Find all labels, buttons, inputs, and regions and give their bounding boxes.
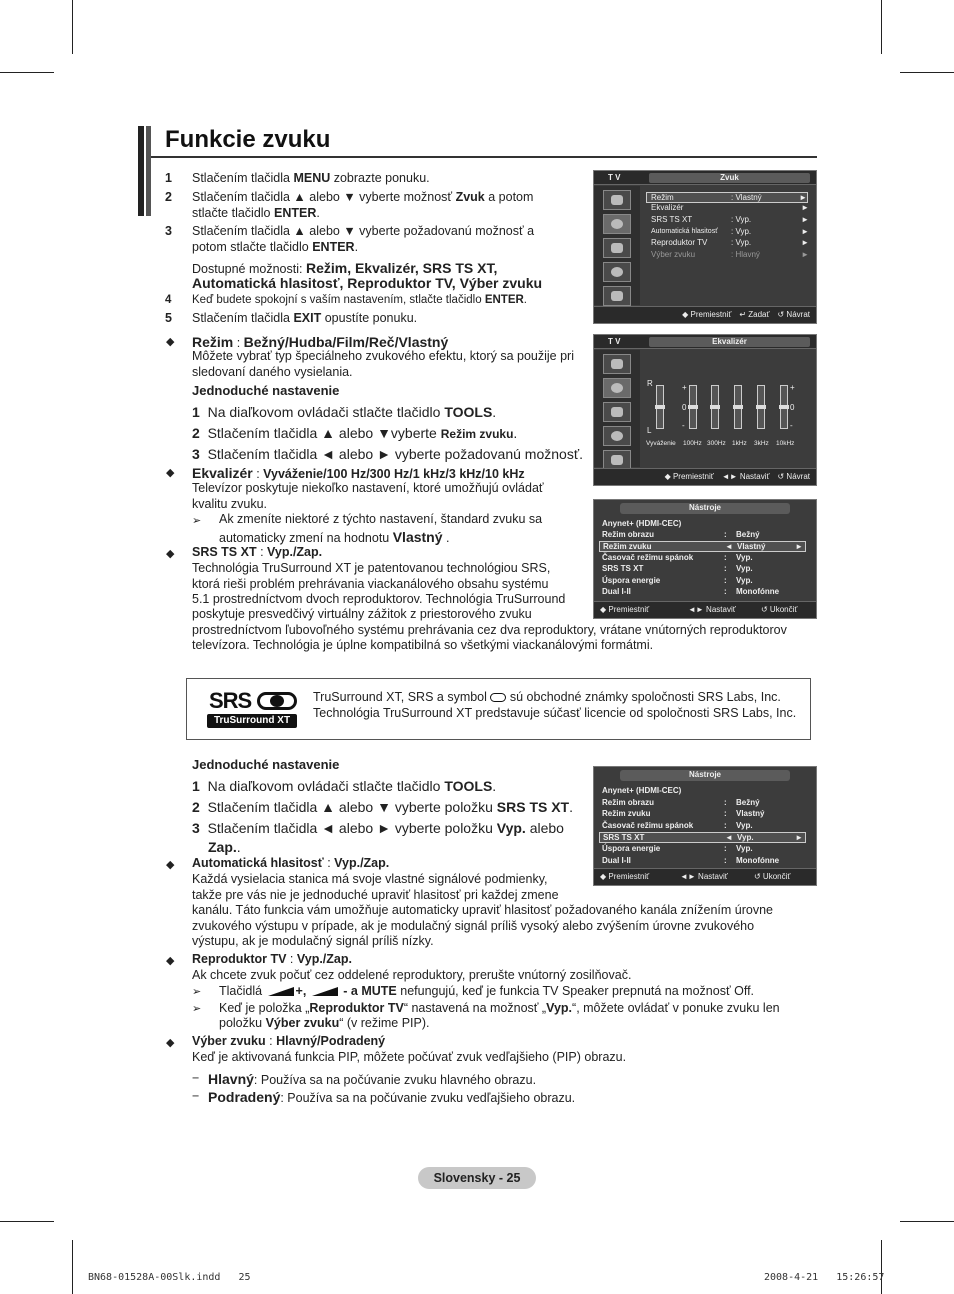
osd-footer: ◆ Premiestniť ◄► Nastaviť ↺ Návrat — [594, 468, 816, 485]
vyber-podradeny: Podradený: Používa sa na počúvanie zvuku vedľajšieho obrazu. — [208, 1089, 576, 1105]
srs-easy-heading: Jednoduché nastavenie — [192, 757, 340, 772]
osd-sound-menu: T V Zvuk Režim : Vlastný ► Ekvalizér ► SRS TS XT : Vyp. ► Automatická hlasitosť : Vyp. ► Reproduktor TV : Vyp. ► Výber zvuku : Hlavný ► ◆ Premiestniť ↵ Zadať ↺ Návrat — [593, 170, 817, 324]
osd-row-repro[interactable]: Reproduktor TV : Vyp. ► — [651, 238, 809, 247]
eq-plus-right: + — [790, 383, 795, 392]
eq-slider-1khz[interactable] — [734, 385, 742, 429]
picture-icon — [603, 190, 631, 210]
osd-row-auto[interactable]: Automatická hlasitosť : Vyp. ► — [651, 227, 809, 236]
crop-mark — [72, 1240, 73, 1294]
auto-desc-3: kanálu. Táto funkcia vám umožňuje automaticky upraviť hlasitosť požadovaného kanála znížením úrovne — [192, 903, 773, 917]
channel-icon — [603, 402, 631, 422]
osd-sidebar — [594, 350, 640, 467]
step-4: 4 Keď budete spokojní s vaším nastavením, stlačte tlačidlo ENTER. — [165, 294, 527, 306]
repro-note-1: Tlačidlá +, - a MUTE nefungujú, keď je funkcia TV Speaker prepnutá na možnosť Off. — [219, 984, 755, 998]
repro-heading: Reproduktor TV : Vyp./Zap. — [192, 952, 352, 966]
eq-slider-3khz[interactable] — [757, 385, 765, 429]
bullet-icon: ◆ — [166, 336, 175, 348]
title-bar — [138, 126, 144, 216]
rezim-easy-1: 1 Na diaľkovom ovládači stlačte tlačidlo TOOLS. — [192, 404, 497, 420]
repro-note-2: Keď je položka „Reproduktor TV“ nastavená na možnosť „Vyp.“, môžete ovládať v ponuke zvuku len — [219, 1001, 780, 1015]
note-arrow-icon: ➢ — [192, 515, 202, 527]
srs-desc-1: Technológia TruSurround XT je patentovanou technológiou SRS, — [192, 561, 551, 575]
picture-icon — [603, 354, 631, 374]
eq-minus-right: - — [790, 421, 793, 430]
crop-mark — [0, 72, 54, 73]
srs-desc-2: ktorá rieši problém prehrávania viackanálového obsahu systému — [192, 577, 549, 591]
eq-zero-left: 0 — [682, 403, 687, 412]
auto-desc-4: zvukového výstupu v prípade, ak je modulačný signál príliš vysoký alebo zvýšením úrovne zvukového — [192, 919, 755, 933]
setup-icon — [603, 426, 631, 446]
osd-footer: ◆ Premiestniť ◄► Nastaviť ↺ Ukončiť — [594, 601, 816, 618]
sound-icon — [603, 378, 631, 398]
page-number: Slovensky - 25 — [418, 1167, 536, 1189]
rezim-easy-3: 3 Stlačením tlačidla ◄ alebo ► vyberte požadovanú možnosť. — [192, 446, 583, 462]
eq-plus-left: + — [682, 383, 687, 392]
rezim-desc: Môžete vybrať typ špeciálneho zvukového efektu, ktorý sa použije pri sledovaní daného vysielania. — [192, 349, 574, 379]
srs-desc-4: poskytuje presvedčivý virtuálny zážitok z priestorového zvuku — [192, 607, 532, 621]
osd-equalizer: T V Ekvalizér R L + 0 - + 0 - Vyváženie 100Hz 300Hz 1kHz 3kHz 10kHz ◆ Premiestniť ◄► Nastaviť ↺ Návrat — [593, 334, 817, 486]
eq-minus-left: - — [682, 421, 685, 430]
options-text: Dostupné možnosti: Režim, Ekvalizér, SRS TS XT, — [192, 260, 498, 276]
srs-easy-1: 1 Na diaľkovom ovládači stlačte tlačidlo TOOLS. — [192, 778, 497, 794]
crop-mark — [900, 1221, 954, 1222]
volume-icon — [268, 987, 294, 996]
osd-row-srs[interactable]: SRS TS XT : Vyp. ► — [651, 215, 809, 224]
dash: − — [192, 1071, 200, 1085]
title-bar — [146, 126, 151, 216]
ekv-note: Ak zmeníte niektoré z týchto nastavení, štandard zvuku sa automaticky zmení na hodnotu Vlastný . — [219, 512, 543, 545]
osd-row-srs-ts-xt[interactable]: SRS TS XT ◄ Vyp. ► — [599, 832, 806, 843]
bullet-icon: ◆ — [166, 467, 175, 479]
eq-label-r: R — [647, 379, 653, 388]
file-slug: BN68-01528A-00Slk.indd 25 — [88, 1272, 251, 1283]
date-slug: 2008-4-21 15:26:57 — [764, 1272, 885, 1283]
rezim-easy-2: 2 Stlačením tlačidla ▲ alebo ▼vyberte Režim zvuku. — [192, 425, 518, 441]
step-2: 2 Stlačením tlačidla ▲ alebo ▼ vyberte možnosť Zvuk a potom stlačte tlačidlo ENTER. — [165, 190, 534, 220]
srs-desc-3: 5.1 prostredníctvom dvoch reproduktorov. Technológia TruSurround — [192, 592, 566, 606]
bullet-icon: ◆ — [166, 1037, 175, 1049]
osd-footer: ◆ Premiestniť ↵ Zadať ↺ Návrat — [594, 306, 816, 323]
srs-easy-3: 3 Stlačením tlačidla ◄ alebo ► vyberte položku Vyp. alebo — [192, 820, 564, 836]
srs-trademark-line-1: TruSurround XT, SRS a symbol sú obchodné známky spoločnosti SRS Labs, Inc. — [313, 690, 781, 704]
osd-row-vyber: Výber zvuku : Hlavný ► — [651, 250, 809, 259]
setup-icon — [603, 262, 631, 282]
options-list: Automatická hlasitosť, Reproduktor TV, Výber zvuku — [192, 275, 543, 291]
crop-mark — [900, 72, 954, 73]
eq-zero-right: 0 — [790, 403, 795, 412]
srs-easy-3b: Zap.. — [208, 839, 241, 855]
vyber-desc: Keď je aktivovaná funkcia PIP, môžete počúvať zvuk vedľajšieho (PIP) obrazu. — [192, 1050, 627, 1064]
srs-trademark-box — [186, 678, 811, 740]
srs-logo: SRS TruSurround XT — [205, 688, 301, 730]
eq-slider-300hz[interactable] — [711, 385, 719, 429]
srs-easy-2: 2 Stlačením tlačidla ▲ alebo ▼ vyberte položku SRS TS XT. — [192, 799, 574, 815]
osd-footer: ◆ Premiestniť ◄► Nastaviť ↺ Ukončiť — [594, 868, 816, 885]
osd-row-rezim[interactable]: Režim : Vlastný ► — [646, 192, 808, 203]
input-icon — [603, 286, 631, 306]
title-rule — [151, 156, 817, 158]
bullet-icon: ◆ — [166, 859, 175, 871]
sound-icon — [603, 214, 631, 234]
crop-mark — [881, 1240, 882, 1294]
osd-row-ekv[interactable]: Ekvalizér ► — [651, 203, 809, 212]
osd-row-rezim-zvuku[interactable]: Režim zvuku ◄ Vlastný ► — [599, 541, 806, 552]
note-arrow-icon: ➢ — [192, 986, 202, 998]
auto-desc-1: Každá vysielacia stanica má svoje vlastné signálové podmienky, — [192, 872, 548, 886]
eq-slider-100hz[interactable] — [689, 385, 697, 429]
srs-desc-5: prostredníctvom ľubovoľného systému prehrávania cez dva reproduktory, vrátane vnútorných reproduktorov — [192, 623, 787, 637]
osd-tools-menu-2: Nástroje Anynet+ (HDMI-CEC) Režim obrazu : Bežný Režim zvuku : Vlastný Časovač režimu spánok : Vyp. SRS TS XT ◄ Vyp. ► Úspora energie : Vyp. Dual I-II : Monofónne ◆ Premiestniť ◄► Nastaviť ↺ Ukončiť — [593, 766, 817, 886]
eq-label-l: L — [647, 426, 652, 435]
rezim-easy-heading: Jednoduché nastavenie — [192, 383, 340, 398]
srs-symbol-icon — [490, 693, 506, 702]
osd-sidebar — [594, 186, 640, 305]
auto-heading: Automatická hlasitosť : Vyp./Zap. — [192, 856, 390, 870]
vyber-heading: Výber zvuku : Hlavný/Podradený — [192, 1034, 386, 1048]
repro-note-2b: položku Výber zvuku“ (v režime PIP). — [219, 1016, 430, 1030]
auto-desc-5: výstupu, ak je modulačný signál príliš nízky. — [192, 934, 434, 948]
eq-slider-10khz[interactable] — [780, 385, 788, 429]
input-icon — [603, 450, 631, 470]
note-arrow-icon: ➢ — [192, 1003, 202, 1015]
crop-mark — [0, 1221, 54, 1222]
step-1: 1 Stlačením tlačidla MENU zobrazte ponuku. — [165, 171, 430, 185]
osd-tools-menu-1: Nástroje Anynet+ (HDMI-CEC) Režim obrazu : Bežný Režim zvuku ◄ Vlastný ► Časovač režimu spánok : Vyp. SRS TS XT : Vyp. Úspora energie : Vyp. Dual I-II : Monofónne ◆ Premiestniť ◄► Nastaviť ↺ Ukončiť — [593, 499, 817, 619]
eq-slider-balance[interactable] — [656, 385, 664, 429]
bullet-icon: ◆ — [166, 548, 175, 560]
rezim-heading: Režim : Bežný/Hudba/Film/Reč/Vlastný — [192, 334, 449, 350]
crop-mark — [72, 0, 73, 54]
dash: − — [192, 1089, 200, 1103]
step-5: 5 Stlačením tlačidla EXIT opustíte ponuku. — [165, 311, 418, 325]
volume-icon — [312, 987, 338, 996]
bullet-icon: ◆ — [166, 955, 175, 967]
step-3: 3 Stlačením tlačidla ▲ alebo ▼ vyberte požadovanú možnosť a potom stlačte tlačidlo ENTER. — [165, 224, 535, 254]
srs-heading: SRS TS XT : Vyp./Zap. — [192, 545, 323, 559]
page-title: Funkcie zvuku — [165, 126, 331, 153]
auto-desc-2: takže pre vás nie je jednoduché upraviť hlasitosť pri každej zmene — [192, 888, 559, 902]
vyber-hlavny: Hlavný: Používa sa na počúvanie zvuku hlavného obrazu. — [208, 1071, 537, 1087]
ekv-desc: Televízor poskytuje niekoľko nastavení, ktoré umožňujú ovládať kvalitu zvuku. — [192, 481, 544, 511]
repro-desc: Ak chcete zvuk počuť cez oddelené reproduktory, prerušte vnútorný zosilňovač. — [192, 968, 632, 982]
ekv-heading: Ekvalizér : Vyváženie/100 Hz/300 Hz/1 kHz/3 kHz/10 kHz — [192, 465, 525, 481]
srs-desc-6: televízora. Technológia je úplne kompatibilná so všetkými viackanálovými formátmi. — [192, 638, 654, 652]
srs-trademark-line-2: Technológia TruSurround XT predstavuje súčasť licencie od spoločnosti SRS Labs, Inc. — [313, 706, 797, 720]
crop-mark — [881, 0, 882, 54]
channel-icon — [603, 238, 631, 258]
